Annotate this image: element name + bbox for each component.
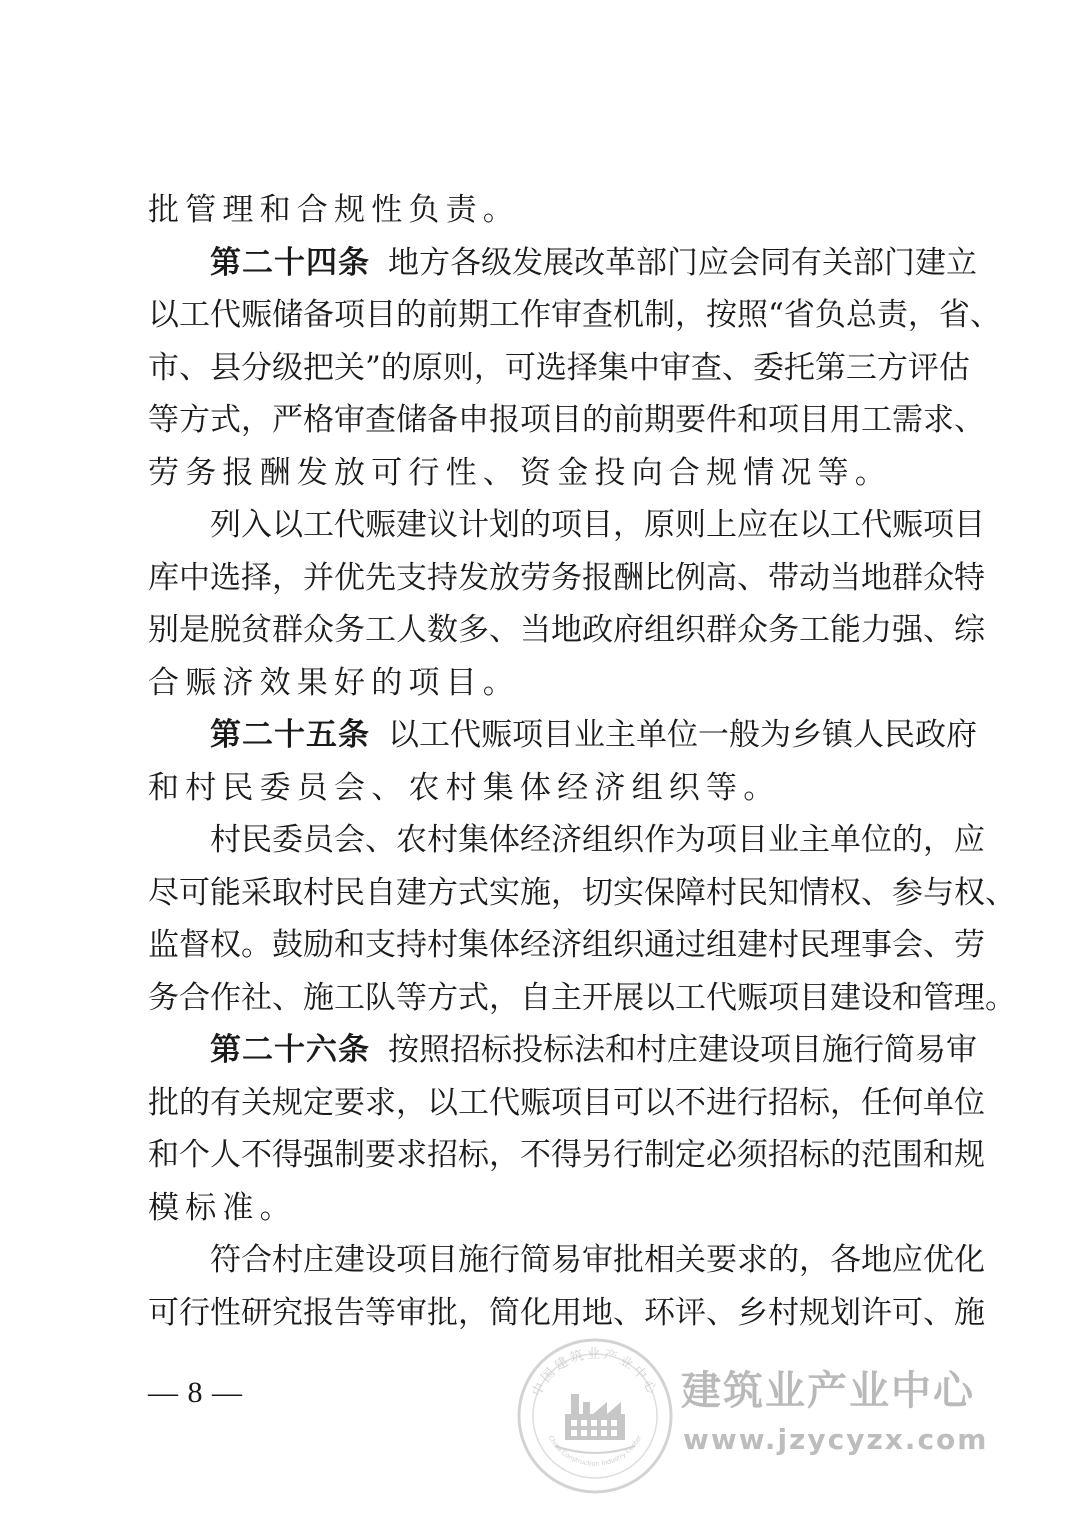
text-line <box>148 1083 985 1123</box>
article-heading: 第二十四条 <box>210 244 370 281</box>
text-line <box>148 348 970 388</box>
line-text: 村 民 委 员 会 、 农 村 集 体 经 济 组 织 作 为 项 目 业 主 单 位 的 ， 应 <box>210 822 985 858</box>
text-line <box>148 1030 977 1070</box>
text-line <box>148 1188 938 1228</box>
text-line <box>148 820 985 860</box>
text-line <box>148 400 985 440</box>
watermark-title: 建筑业产业中心 <box>681 1368 975 1414</box>
watermark-seal-icon <box>515 1336 675 1496</box>
line-text: 务 合 作 社 、 施 工 队 等 方 式 ， 自 主 开 展 以 工 代 赈 项 目 建 设 和 管 理 。 <box>148 979 1016 1016</box>
line-text: 和村民委员会、农村集体经济组织等。 <box>148 769 781 806</box>
line-text: 以 工 代 赈 项 目 业 主 单 位 一 般 为 乡 镇 人 民 政 府 <box>388 717 977 753</box>
text-line <box>148 663 938 703</box>
watermark-url: www.jzycyzx.com <box>683 1423 989 1456</box>
line-text: 地 方 各 级 发 展 改 革 部 门 应 会 同 有 关 部 门 建 立 <box>388 244 977 281</box>
line-text: 批 的 有 关 规 定 要 求 ， 以 工 代 赈 项 目 可 以 不 进 行 招 标 ， 任 何 单 位 <box>148 1084 985 1121</box>
line-text: 市 、 县 分 级 把 关 ” 的 原 则 ， 可 选 择 集 中 审 查 、 委 托 第 三 方 评 估 <box>148 349 970 386</box>
text-line <box>148 190 938 230</box>
text-line <box>148 295 1001 335</box>
text-line <box>148 243 977 283</box>
text-line <box>148 1240 985 1280</box>
line-text: 可 行 性 研 究 报 告 等 审 批 ， 简 化 用 地 、 环 评 、 乡 村 规 划 许 可 、 施 <box>148 1294 985 1331</box>
text-line <box>148 610 985 650</box>
text-line <box>148 925 985 965</box>
text-line <box>148 715 977 755</box>
text-line <box>148 558 985 598</box>
page-number: — 8 — <box>148 1376 243 1409</box>
line-text: 和 个 人 不 得 强 制 要 求 招 标 ， 不 得 另 行 制 定 必 须 招 标 的 范 围 和 规 <box>148 1137 985 1173</box>
line-text: 批管理和合规性负责。 <box>148 192 520 228</box>
line-text: 尽 可 能 采 取 村 民 自 建 方 式 实 施 ， 切 实 保 障 村 民 知 情 权 、 参 与 权 、 <box>148 874 1016 911</box>
line-text: 按 照 招 标 投 标 法 和 村 庄 建 设 项 目 施 行 简 易 审 <box>388 1032 977 1068</box>
line-text: 列 入 以 工 代 赈 建 议 计 划 的 项 目 ， 原 则 上 应 在 以 工 代 赈 项 目 <box>210 507 985 543</box>
seal-top-text: 中国建筑业产业中心 <box>529 1347 661 1400</box>
seal-bottom-text: China Construction Industry Center <box>546 1434 644 1468</box>
line-text: 劳务报酬发放可行性、资金投向合规情况等。 <box>148 454 892 491</box>
line-text: 符 合 村 庄 建 设 项 目 施 行 简 易 审 批 相 关 要 求 的 ， 各 地 应 优 化 <box>210 1242 985 1278</box>
line-text: 以 工 代 赈 储 备 项 目 的 前 期 工 作 审 查 机 制 ， 按 照 “ 省 负 总 责 ， 省 、 <box>148 297 1001 333</box>
text-line <box>148 1293 985 1333</box>
line-text: 监 督 权 。 鼓 励 和 支 持 村 集 体 经 济 组 织 通 过 组 建 村 民 理 事 会 、 劳 <box>148 927 985 963</box>
text-line <box>148 453 938 493</box>
line-text: 库 中 选 择 ， 并 优 先 支 持 发 放 劳 务 报 酬 比 例 高 、 带 动 当 地 群 众 特 <box>148 559 985 596</box>
line-text: 等 方 式 ， 严 格 审 查 储 备 申 报 项 目 的 前 期 要 件 和 项 目 用 工 需 求 、 <box>148 402 985 438</box>
line-text: 模标准。 <box>148 1189 297 1226</box>
line-text: 合赈济效果好的项目。 <box>148 664 520 701</box>
text-line <box>148 505 985 545</box>
article-heading: 第二十五条 <box>210 717 370 753</box>
text-line <box>148 978 1016 1018</box>
text-line <box>148 1135 985 1175</box>
article-heading: 第二十六条 <box>210 1032 370 1068</box>
text-line <box>148 873 1016 913</box>
text-line <box>148 768 938 808</box>
line-text: 别 是 脱 贫 群 众 务 工 人 数 多 、 当 地 政 府 组 织 群 众 务 工 能 力 强 、 综 <box>148 612 985 648</box>
